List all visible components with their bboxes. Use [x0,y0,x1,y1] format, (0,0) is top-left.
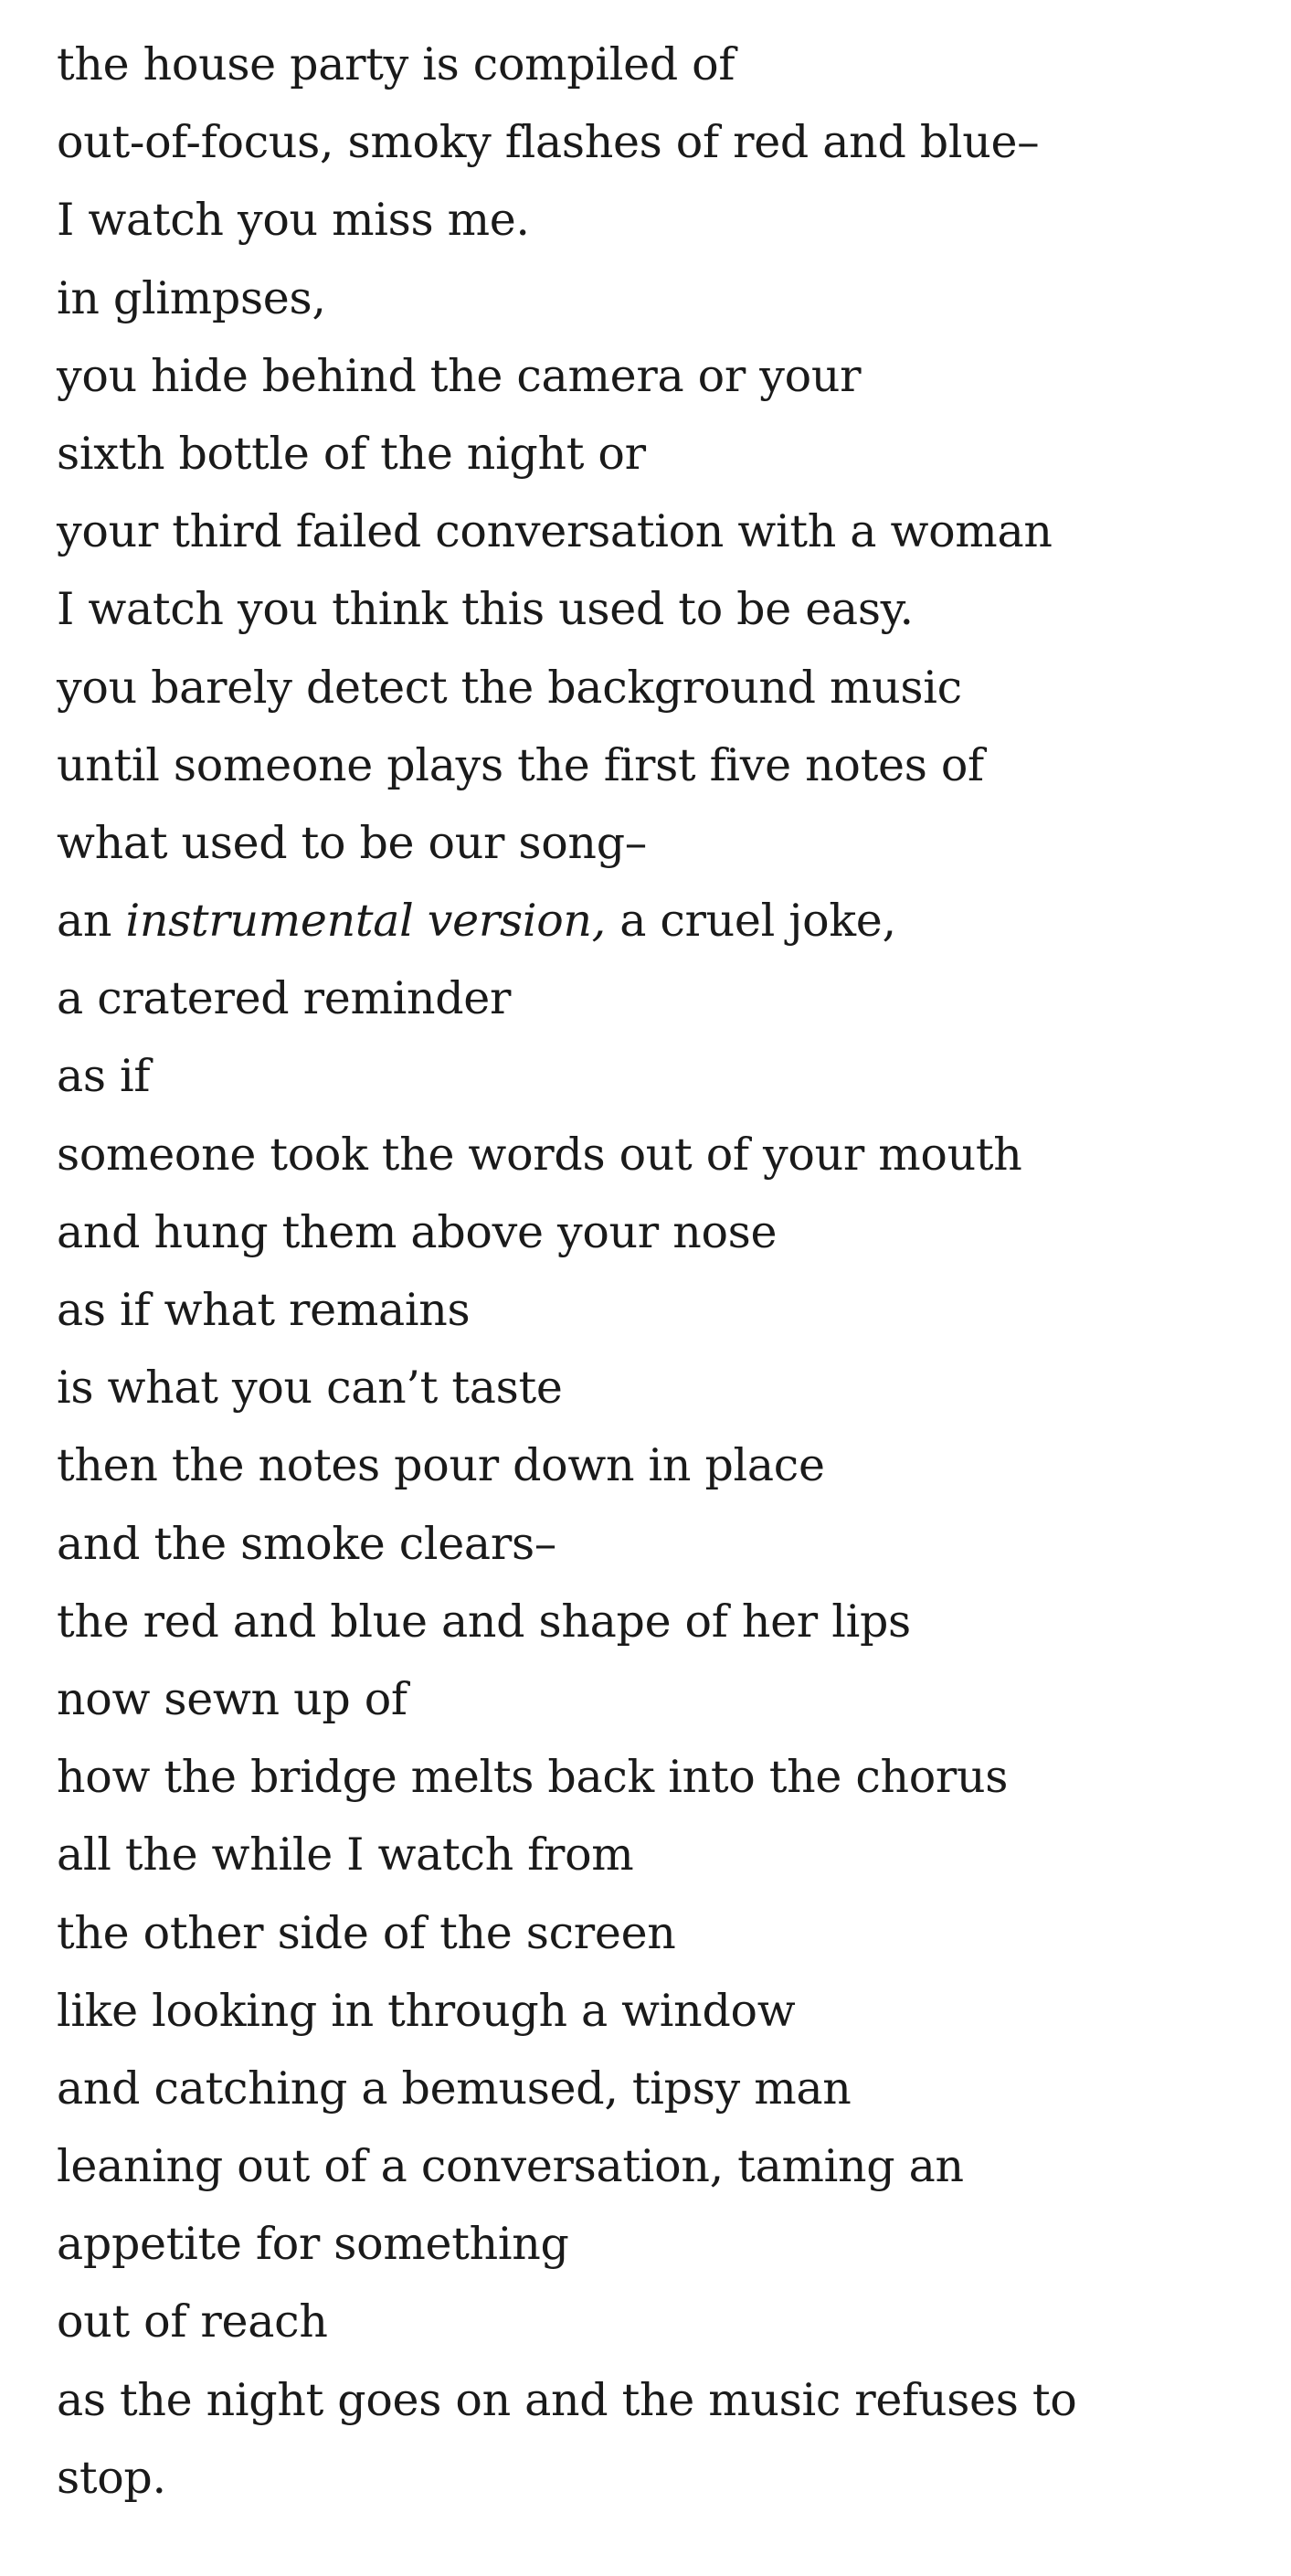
poem-line: your third failed conversation with a woman [57,505,1053,558]
poem-line: out of reach [57,2295,328,2348]
poem-line: until someone plays the first five notes of [57,738,984,791]
poem-line: and hung them above your nose [57,1205,778,1258]
poem-text [57,26,1263,2517]
poem-line: I watch you think this used to be easy. [57,583,914,636]
poem-line: all the while I watch from [57,1829,634,1882]
poem-line: a cratered reminder [57,972,512,1025]
poem-line: I watch you miss me. [57,194,530,247]
poem-line: and the smoke clears– [57,1517,557,1570]
poem-line-segment: a cruel joke, [605,895,896,948]
poem-line: as the night goes on and the music refuses to [57,2373,1077,2426]
poem-line: the house party is compiled of [57,38,735,90]
poem-line: stop. [57,2451,166,2504]
poem-italic-phrase: instrumental version, [125,895,606,948]
poem-line: now sewn up of [57,1672,407,1725]
poem-line-with-italic [57,882,1263,959]
poem-line: the other side of the screen [57,1906,676,1959]
poem-line: someone took the words out of your mouth [57,1128,1022,1181]
poem-line: and catching a bemused, tipsy man [57,2062,852,2115]
poem-line: is what you can’t taste [57,1362,563,1415]
poem-line: appetite for something [57,2218,569,2271]
poem-line: the red and blue and shape of her lips [57,1595,911,1648]
poem-line: how the bridge melts back into the chorus [57,1751,1009,1804]
poem-line: what used to be our song– [57,816,647,869]
poem-line: out-of-focus, smoky flashes of red and blue– [57,116,1040,169]
poem-line: you hide behind the camera or your [57,349,862,402]
poem-line: as if what remains [57,1284,471,1336]
poem-line: you barely detect the background music [57,661,962,714]
poem-line: leaning out of a conversation, taming an [57,2140,964,2193]
poem-line: like looking in through a window [57,1984,796,2037]
poem-line-segment: an [57,895,126,948]
poem-line: as if [57,1050,151,1103]
poem-line: in glimpses, [57,271,326,324]
poem-line: then the notes pour down in place [57,1439,825,1492]
poem-line: sixth bottle of the night or [57,427,646,480]
